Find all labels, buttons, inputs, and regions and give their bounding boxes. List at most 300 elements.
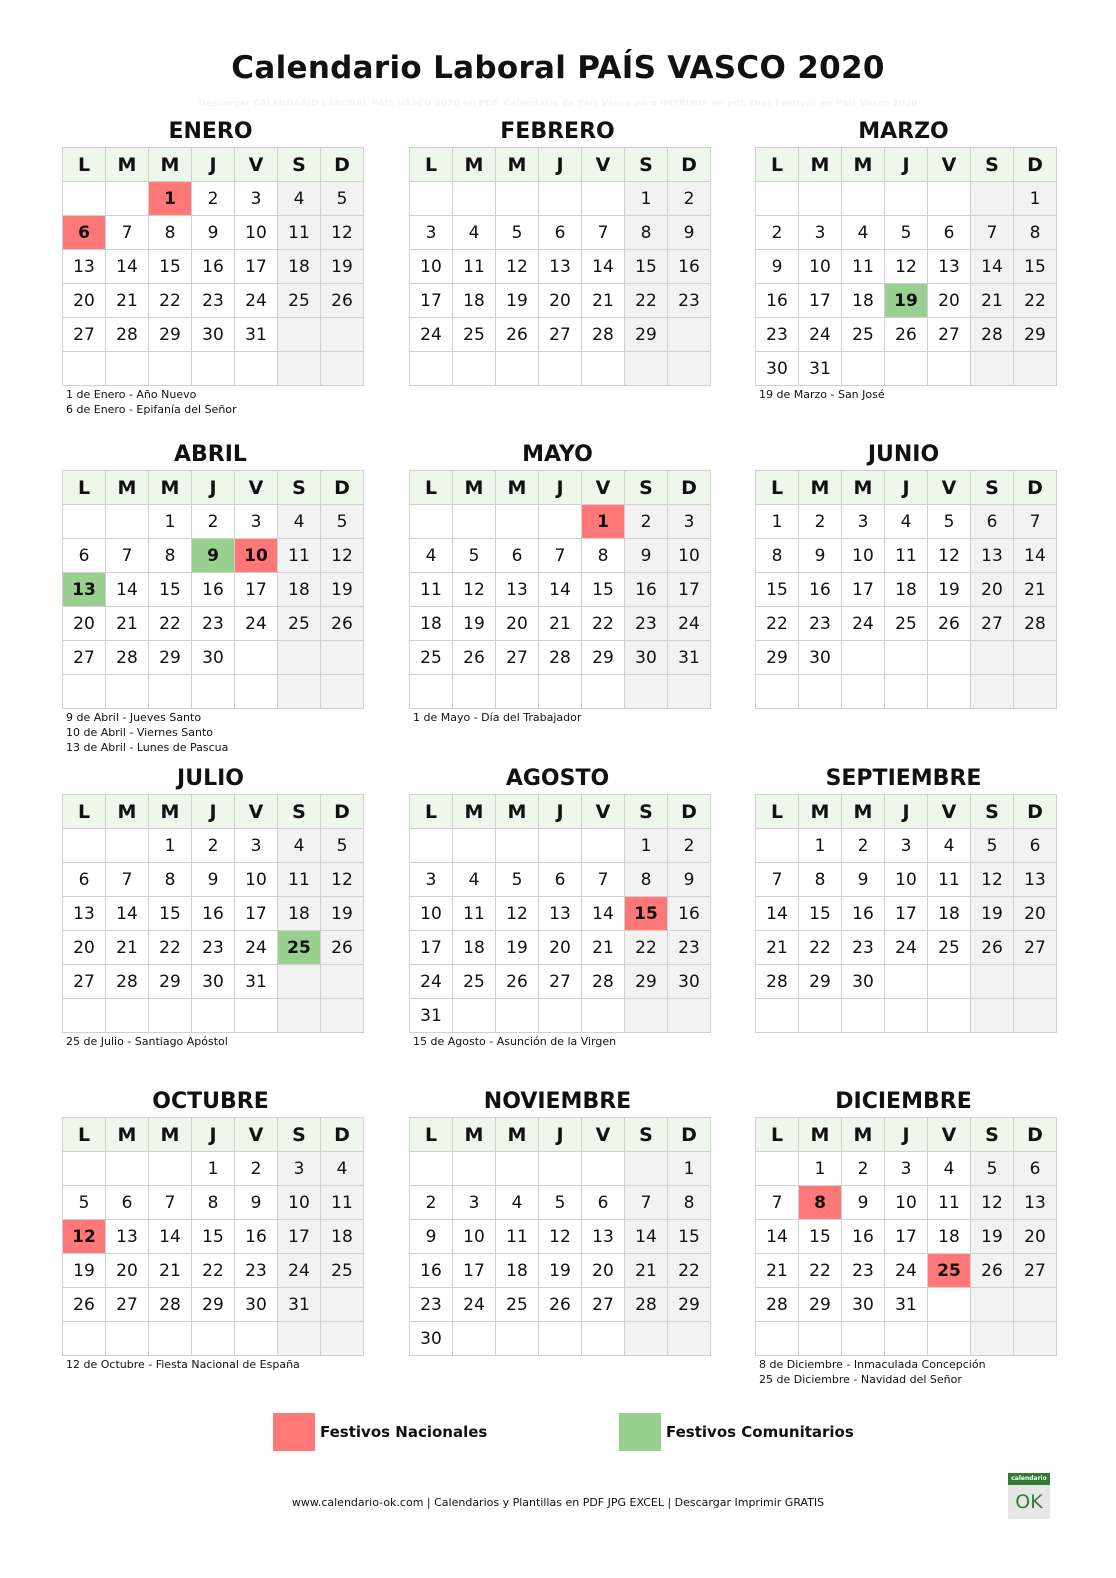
empty-cell: [625, 999, 668, 1033]
weekday-header: M: [106, 471, 149, 505]
legend-nacional: [273, 1413, 487, 1451]
empty-cell: [278, 965, 321, 999]
empty-cell: [539, 1322, 582, 1356]
day-cell: 18: [278, 897, 321, 931]
day-cell: 17: [410, 284, 453, 318]
day-cell: 30: [192, 641, 235, 675]
day-cell: 3: [885, 829, 928, 863]
day-cell: 17: [235, 573, 278, 607]
weekday-header: M: [149, 1118, 192, 1152]
day-cell: 25: [885, 607, 928, 641]
empty-cell: [278, 318, 321, 352]
day-cell: 14: [106, 573, 149, 607]
day-cell: 20: [928, 284, 971, 318]
day-cell: 27: [496, 641, 539, 675]
empty-cell: [971, 1288, 1014, 1322]
empty-cell: [928, 675, 971, 709]
empty-cell: [756, 829, 799, 863]
weekday-header: L: [63, 795, 106, 829]
empty-cell: [496, 999, 539, 1033]
day-cell: 20: [1014, 1220, 1057, 1254]
weekday-header: M: [496, 795, 539, 829]
month-name: OCTUBRE: [152, 1089, 269, 1114]
day-cell: 11: [453, 250, 496, 284]
day-cell: 25: [496, 1288, 539, 1322]
day-cell: 15: [1014, 250, 1057, 284]
day-cell: 30: [842, 965, 885, 999]
empty-cell: [192, 352, 235, 386]
day-cell: 30: [668, 965, 711, 999]
day-cell: 5: [539, 1186, 582, 1220]
weekday-header: D: [668, 471, 711, 505]
day-cell: 2: [799, 505, 842, 539]
empty-cell: [1014, 999, 1057, 1033]
day-cell: 25: [278, 607, 321, 641]
empty-cell: [668, 999, 711, 1033]
day-cell: 20: [971, 573, 1014, 607]
weekday-header: M: [496, 148, 539, 182]
day-cell: 7: [756, 1186, 799, 1220]
weekday-header: S: [278, 148, 321, 182]
empty-cell: [668, 1322, 711, 1356]
day-cell: 23: [668, 931, 711, 965]
day-cell: 16: [799, 573, 842, 607]
weekday-header: J: [539, 471, 582, 505]
day-cell: 24: [885, 931, 928, 965]
empty-cell: [63, 829, 106, 863]
weekday-header: V: [928, 471, 971, 505]
empty-cell: [106, 182, 149, 216]
day-cell: 25: [453, 318, 496, 352]
day-cell: 2: [668, 829, 711, 863]
empty-cell: [235, 999, 278, 1033]
month-name: MAYO: [522, 442, 593, 467]
day-cell: 17: [668, 573, 711, 607]
day-cell: 10: [235, 216, 278, 250]
weekday-header: J: [192, 1118, 235, 1152]
day-cell: 29: [756, 641, 799, 675]
holiday-note: 19 de Marzo - San José: [759, 388, 885, 401]
weekday-header: J: [192, 795, 235, 829]
empty-cell: [971, 999, 1014, 1033]
empty-cell: [582, 182, 625, 216]
day-cell: 9: [799, 539, 842, 573]
day-cell: 5: [496, 216, 539, 250]
day-cell: 10: [453, 1220, 496, 1254]
day-cell: 19: [63, 1254, 106, 1288]
day-cell: 26: [539, 1288, 582, 1322]
day-cell: 12: [321, 539, 364, 573]
empty-cell: [668, 675, 711, 709]
day-cell: 6: [971, 505, 1014, 539]
empty-cell: [149, 352, 192, 386]
day-cell: 10: [235, 539, 278, 573]
day-cell: 1: [192, 1152, 235, 1186]
day-cell: 24: [410, 318, 453, 352]
day-cell: 9: [625, 539, 668, 573]
empty-cell: [539, 352, 582, 386]
empty-cell: [1014, 641, 1057, 675]
empty-cell: [63, 1152, 106, 1186]
day-cell: 31: [235, 965, 278, 999]
day-cell: 19: [321, 897, 364, 931]
empty-cell: [321, 965, 364, 999]
empty-cell: [410, 352, 453, 386]
day-cell: 8: [149, 863, 192, 897]
empty-cell: [321, 641, 364, 675]
day-cell: 8: [799, 1186, 842, 1220]
day-cell: 27: [63, 965, 106, 999]
day-cell: 22: [625, 931, 668, 965]
empty-cell: [63, 999, 106, 1033]
day-cell: 13: [582, 1220, 625, 1254]
day-cell: 1: [799, 829, 842, 863]
day-cell: 14: [582, 897, 625, 931]
day-cell: 22: [1014, 284, 1057, 318]
footer-text: www.calendario-ok.com | Calendarios y Plantillas en PDF JPG EXCEL | Descargar Imprimir GRATIS: [291, 1496, 825, 1509]
month-name: DICIEMBRE: [835, 1089, 972, 1114]
day-cell: 10: [668, 539, 711, 573]
day-cell: 29: [149, 318, 192, 352]
day-cell: 29: [149, 965, 192, 999]
day-cell: 9: [668, 216, 711, 250]
day-cell: 31: [885, 1288, 928, 1322]
day-cell: 26: [928, 607, 971, 641]
day-cell: 3: [453, 1186, 496, 1220]
day-cell: 13: [63, 250, 106, 284]
day-cell: 12: [321, 216, 364, 250]
weekday-header: M: [106, 1118, 149, 1152]
day-cell: 6: [63, 216, 106, 250]
weekday-header: M: [842, 471, 885, 505]
empty-cell: [278, 1322, 321, 1356]
day-cell: 28: [539, 641, 582, 675]
day-cell: 5: [63, 1186, 106, 1220]
day-cell: 25: [410, 641, 453, 675]
weekday-header: S: [625, 795, 668, 829]
day-cell: 28: [625, 1288, 668, 1322]
day-cell: 18: [842, 284, 885, 318]
holiday-notes: [62, 1356, 359, 1372]
day-cell: 27: [1014, 1254, 1057, 1288]
day-cell: 24: [235, 284, 278, 318]
month-table: [62, 147, 364, 386]
weekday-header: D: [1014, 471, 1057, 505]
day-cell: 12: [885, 250, 928, 284]
empty-cell: [106, 675, 149, 709]
empty-cell: [928, 641, 971, 675]
month-marzo: [755, 115, 1052, 402]
day-cell: 8: [149, 539, 192, 573]
empty-cell: [235, 641, 278, 675]
day-cell: 19: [496, 284, 539, 318]
day-cell: 11: [496, 1220, 539, 1254]
day-cell: 6: [582, 1186, 625, 1220]
day-cell: 15: [799, 1220, 842, 1254]
holiday-notes: [409, 1356, 706, 1357]
day-cell: 21: [582, 931, 625, 965]
day-cell: 8: [192, 1186, 235, 1220]
day-cell: 26: [885, 318, 928, 352]
day-cell: 22: [668, 1254, 711, 1288]
day-cell: 5: [971, 1152, 1014, 1186]
day-cell: 7: [756, 863, 799, 897]
day-cell: 11: [278, 863, 321, 897]
day-cell: 27: [971, 607, 1014, 641]
empty-cell: [235, 352, 278, 386]
day-cell: 23: [842, 931, 885, 965]
day-cell: 29: [192, 1288, 235, 1322]
day-cell: 9: [842, 863, 885, 897]
day-cell: 4: [928, 829, 971, 863]
day-cell: 28: [582, 318, 625, 352]
day-cell: 19: [453, 607, 496, 641]
day-cell: 8: [668, 1186, 711, 1220]
holiday-note: 15 de Agosto - Asunción de la Virgen: [413, 1035, 617, 1048]
day-cell: 24: [453, 1288, 496, 1322]
day-cell: 25: [278, 284, 321, 318]
month-abril: [62, 438, 359, 755]
month-name: JUNIO: [867, 442, 940, 467]
day-cell: 21: [625, 1254, 668, 1288]
day-cell: 5: [496, 863, 539, 897]
day-cell: 13: [1014, 1186, 1057, 1220]
day-cell: 16: [842, 897, 885, 931]
day-cell: 16: [668, 250, 711, 284]
day-cell: 10: [410, 897, 453, 931]
month-table: [755, 147, 1057, 386]
empty-cell: [496, 1322, 539, 1356]
day-cell: 7: [539, 539, 582, 573]
day-cell: 4: [842, 216, 885, 250]
empty-cell: [928, 182, 971, 216]
day-cell: 7: [106, 539, 149, 573]
legend-label-nacional: Festivos Nacionales: [320, 1423, 488, 1441]
empty-cell: [668, 352, 711, 386]
day-cell: 24: [235, 607, 278, 641]
day-cell: 4: [928, 1152, 971, 1186]
day-cell: 16: [842, 1220, 885, 1254]
holiday-note: 6 de Enero - Epifanía del Señor: [66, 403, 237, 416]
legend-comunitario: [619, 1413, 854, 1451]
day-cell: 3: [410, 863, 453, 897]
day-cell: 5: [321, 505, 364, 539]
day-cell: 14: [106, 250, 149, 284]
day-cell: 12: [321, 863, 364, 897]
day-cell: 7: [149, 1186, 192, 1220]
page-subtitle: Descargar CALENDARIO LABORAL PAÍS VASCO 2020 en PDF. Calendario de País Vasco para IMPRIMIR en pdf. Días Festivos en País Vasco 2020: [198, 99, 918, 109]
day-cell: 8: [582, 539, 625, 573]
empty-cell: [106, 829, 149, 863]
day-cell: 22: [149, 607, 192, 641]
month-diciembre: [755, 1085, 1052, 1387]
empty-cell: [496, 1152, 539, 1186]
day-cell: 25: [842, 318, 885, 352]
day-cell: 29: [668, 1288, 711, 1322]
day-cell: 19: [885, 284, 928, 318]
weekday-header: M: [842, 1118, 885, 1152]
day-cell: 4: [453, 863, 496, 897]
day-cell: 31: [410, 999, 453, 1033]
day-cell: 28: [106, 318, 149, 352]
weekday-header: D: [1014, 1118, 1057, 1152]
holiday-note: 12 de Octubre - Fiesta Nacional de España: [66, 1358, 300, 1371]
day-cell: 9: [668, 863, 711, 897]
empty-cell: [885, 352, 928, 386]
empty-cell: [453, 999, 496, 1033]
weekday-header: V: [928, 1118, 971, 1152]
empty-cell: [842, 675, 885, 709]
day-cell: 12: [496, 897, 539, 931]
weekday-header: D: [668, 1118, 711, 1152]
weekday-header: M: [496, 1118, 539, 1152]
day-cell: 18: [453, 931, 496, 965]
day-cell: 21: [971, 284, 1014, 318]
day-cell: 27: [928, 318, 971, 352]
day-cell: 27: [539, 318, 582, 352]
day-cell: 22: [149, 284, 192, 318]
holiday-notes: [755, 1356, 1052, 1387]
day-cell: 29: [625, 318, 668, 352]
day-cell: 11: [278, 216, 321, 250]
day-cell: 9: [192, 216, 235, 250]
day-cell: 4: [410, 539, 453, 573]
empty-cell: [453, 182, 496, 216]
empty-cell: [149, 675, 192, 709]
empty-cell: [453, 829, 496, 863]
logo-top: calendario: [1008, 1473, 1050, 1485]
weekday-header: V: [235, 471, 278, 505]
day-cell: 15: [149, 250, 192, 284]
empty-cell: [668, 318, 711, 352]
day-cell: 26: [496, 318, 539, 352]
day-cell: 23: [756, 318, 799, 352]
empty-cell: [756, 182, 799, 216]
day-cell: 4: [321, 1152, 364, 1186]
weekday-header: L: [756, 471, 799, 505]
day-cell: 20: [582, 1254, 625, 1288]
weekday-header: M: [106, 148, 149, 182]
day-cell: 19: [971, 1220, 1014, 1254]
empty-cell: [885, 182, 928, 216]
day-cell: 28: [106, 641, 149, 675]
day-cell: 5: [321, 829, 364, 863]
month-table: [62, 794, 364, 1033]
day-cell: 11: [453, 897, 496, 931]
day-cell: 6: [63, 863, 106, 897]
empty-cell: [799, 999, 842, 1033]
empty-cell: [885, 641, 928, 675]
empty-cell: [278, 352, 321, 386]
empty-cell: [1014, 965, 1057, 999]
holiday-notes: [62, 709, 359, 755]
day-cell: 13: [539, 250, 582, 284]
weekday-header: J: [539, 795, 582, 829]
site-logo: [1008, 1473, 1050, 1519]
day-cell: 6: [539, 863, 582, 897]
day-cell: 24: [235, 931, 278, 965]
legend-label-comunitario: Festivos Comunitarios: [666, 1423, 854, 1441]
day-cell: 21: [149, 1254, 192, 1288]
day-cell: 26: [321, 607, 364, 641]
day-cell: 25: [453, 965, 496, 999]
empty-cell: [971, 182, 1014, 216]
weekday-header: D: [1014, 148, 1057, 182]
day-cell: 1: [1014, 182, 1057, 216]
day-cell: 11: [321, 1186, 364, 1220]
day-cell: 24: [885, 1254, 928, 1288]
empty-cell: [928, 1322, 971, 1356]
month-septiembre: [755, 762, 1052, 1034]
month-table: [62, 470, 364, 709]
weekday-header: M: [453, 1118, 496, 1152]
empty-cell: [453, 1322, 496, 1356]
day-cell: 23: [192, 607, 235, 641]
day-cell: 25: [928, 1254, 971, 1288]
holiday-notes: [755, 709, 1052, 710]
day-cell: 6: [106, 1186, 149, 1220]
holiday-notes: [755, 386, 1052, 402]
day-cell: 9: [756, 250, 799, 284]
empty-cell: [625, 352, 668, 386]
day-cell: 10: [799, 250, 842, 284]
empty-cell: [410, 1152, 453, 1186]
day-cell: 12: [63, 1220, 106, 1254]
day-cell: 8: [1014, 216, 1057, 250]
day-cell: 18: [496, 1254, 539, 1288]
empty-cell: [842, 641, 885, 675]
empty-cell: [496, 182, 539, 216]
empty-cell: [235, 1322, 278, 1356]
empty-cell: [453, 675, 496, 709]
empty-cell: [410, 675, 453, 709]
day-cell: 21: [106, 931, 149, 965]
day-cell: 29: [799, 1288, 842, 1322]
day-cell: 5: [453, 539, 496, 573]
month-table: [409, 794, 711, 1033]
day-cell: 18: [278, 250, 321, 284]
empty-cell: [582, 675, 625, 709]
day-cell: 10: [410, 250, 453, 284]
day-cell: 23: [192, 284, 235, 318]
empty-cell: [106, 1152, 149, 1186]
weekday-header: M: [842, 148, 885, 182]
day-cell: 20: [539, 284, 582, 318]
day-cell: 1: [582, 505, 625, 539]
day-cell: 26: [321, 931, 364, 965]
empty-cell: [971, 675, 1014, 709]
empty-cell: [321, 1322, 364, 1356]
day-cell: 2: [192, 829, 235, 863]
holiday-note: 9 de Abril - Jueves Santo: [66, 711, 202, 724]
day-cell: 18: [928, 1220, 971, 1254]
day-cell: 15: [668, 1220, 711, 1254]
weekday-header: L: [63, 1118, 106, 1152]
month-name: AGOSTO: [505, 766, 610, 791]
empty-cell: [63, 675, 106, 709]
empty-cell: [539, 829, 582, 863]
day-cell: 26: [63, 1288, 106, 1322]
weekday-header: S: [625, 471, 668, 505]
day-cell: 7: [971, 216, 1014, 250]
day-cell: 2: [410, 1186, 453, 1220]
day-cell: 7: [625, 1186, 668, 1220]
day-cell: 1: [149, 182, 192, 216]
empty-cell: [63, 1322, 106, 1356]
empty-cell: [885, 999, 928, 1033]
empty-cell: [756, 999, 799, 1033]
empty-cell: [321, 1288, 364, 1322]
